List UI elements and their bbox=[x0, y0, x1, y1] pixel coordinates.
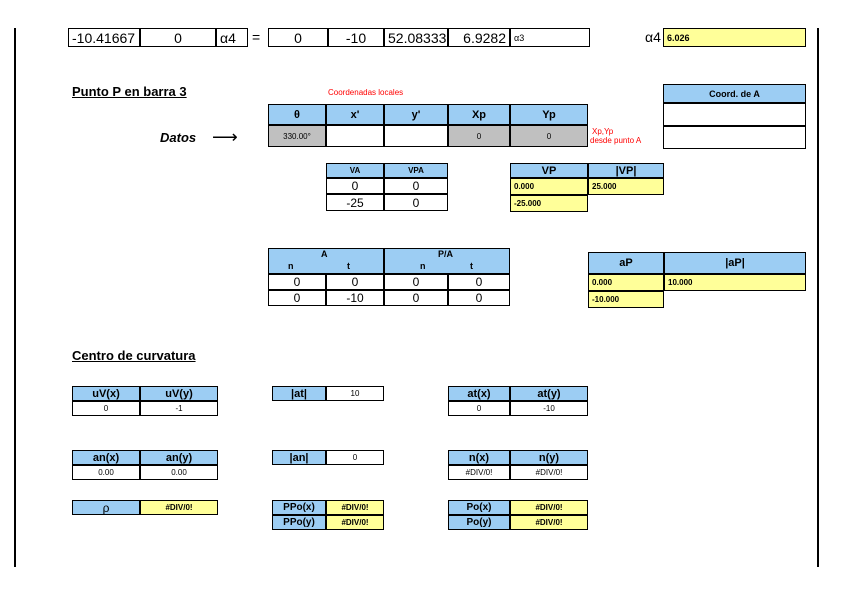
a-n-y[interactable]: 0 bbox=[268, 290, 326, 306]
ny-value[interactable]: #DIV/0! bbox=[510, 465, 588, 480]
a-t-x[interactable]: 0 bbox=[326, 274, 384, 290]
ppoy-value[interactable]: #DIV/0! bbox=[326, 515, 384, 530]
uvy-header: uV(y) bbox=[140, 386, 218, 401]
ap-x[interactable]: 0.000 bbox=[588, 274, 664, 291]
vpa-x[interactable]: 0 bbox=[384, 178, 448, 194]
equals-sign: = bbox=[252, 29, 261, 45]
atx-header: at(x) bbox=[448, 386, 510, 401]
a-t-label: t bbox=[347, 261, 350, 271]
xp-header: Xp bbox=[448, 104, 510, 125]
yprime-header: y' bbox=[384, 104, 448, 125]
top-cell-5[interactable]: -10 bbox=[328, 28, 384, 47]
top-cell-2[interactable]: 0 bbox=[140, 28, 216, 47]
vp-header: VP bbox=[510, 163, 588, 178]
xp-value[interactable]: 0 bbox=[448, 125, 510, 147]
coord-a-x[interactable] bbox=[663, 103, 806, 126]
anx-value[interactable]: 0.00 bbox=[72, 465, 140, 480]
aty-value[interactable]: -10 bbox=[510, 401, 588, 416]
left-border-line bbox=[14, 28, 16, 567]
ap-y[interactable]: -10.000 bbox=[588, 291, 664, 308]
ppoy-label: PPo(y) bbox=[272, 515, 326, 530]
va-header: VA bbox=[326, 163, 384, 178]
top-cell-7[interactable]: 6.9282 bbox=[448, 28, 510, 47]
ap-header: aP bbox=[588, 252, 664, 274]
datos-arrow-icon: ⟶ bbox=[212, 127, 238, 147]
pa-t-x[interactable]: 0 bbox=[448, 274, 510, 290]
xprime-header: x' bbox=[326, 104, 384, 125]
pa-n-label: n bbox=[420, 261, 426, 271]
a-header-label: A bbox=[321, 249, 328, 259]
a-n-label: n bbox=[288, 261, 294, 271]
yp-value[interactable]: 0 bbox=[510, 125, 588, 147]
ap-magnitude[interactable]: 10.000 bbox=[664, 274, 806, 291]
poy-value[interactable]: #DIV/0! bbox=[510, 515, 588, 530]
a-n-x[interactable]: 0 bbox=[268, 274, 326, 290]
xprime-value[interactable] bbox=[326, 125, 384, 147]
an-magnitude-value[interactable]: 0 bbox=[326, 450, 384, 465]
rho-label: ρ bbox=[72, 500, 140, 515]
centro-heading: Centro de curvatura bbox=[72, 348, 196, 363]
top-cell-4[interactable]: 0 bbox=[268, 28, 328, 47]
nx-header: n(x) bbox=[448, 450, 510, 465]
pa-n-y[interactable]: 0 bbox=[384, 290, 448, 306]
an-magnitude-label: |an| bbox=[272, 450, 326, 465]
xpyp-note-line2: desde punto A bbox=[590, 136, 642, 145]
atx-value[interactable]: 0 bbox=[448, 401, 510, 416]
vp-y[interactable]: -25.000 bbox=[510, 195, 588, 212]
coord-a-y[interactable] bbox=[663, 126, 806, 149]
any-header: an(y) bbox=[140, 450, 218, 465]
pox-value[interactable]: #DIV/0! bbox=[510, 500, 588, 515]
top-cell-1[interactable]: -10.41667 bbox=[68, 28, 140, 47]
top-cell-alpha3[interactable]: α3 bbox=[510, 28, 590, 47]
vpa-y[interactable]: 0 bbox=[384, 194, 448, 211]
va-x[interactable]: 0 bbox=[326, 178, 384, 194]
ap-magnitude-header: |aP| bbox=[664, 252, 806, 274]
uvx-header: uV(x) bbox=[72, 386, 140, 401]
yp-header: Yp bbox=[510, 104, 588, 125]
top-cell-alpha4[interactable]: α4 bbox=[216, 28, 248, 47]
vp-magnitude-header: |VP| bbox=[588, 163, 664, 178]
datos-label: Datos bbox=[160, 130, 197, 145]
right-border-line bbox=[817, 28, 819, 567]
at-magnitude-value[interactable]: 10 bbox=[326, 386, 384, 401]
xpyp-note-line1: Xp,Yp bbox=[592, 127, 614, 136]
aty-header: at(y) bbox=[510, 386, 588, 401]
ppox-label: PPo(x) bbox=[272, 500, 326, 515]
poy-label: Po(y) bbox=[448, 515, 510, 530]
alpha4-label: α4 bbox=[645, 29, 661, 45]
vpa-header: VPA bbox=[384, 163, 448, 178]
pa-n-x[interactable]: 0 bbox=[384, 274, 448, 290]
a-t-y[interactable]: -10 bbox=[326, 290, 384, 306]
ppox-value[interactable]: #DIV/0! bbox=[326, 500, 384, 515]
pa-t-label: t bbox=[470, 261, 473, 271]
pox-label: Po(x) bbox=[448, 500, 510, 515]
uvx-value[interactable]: 0 bbox=[72, 401, 140, 416]
theta-header: θ bbox=[268, 104, 326, 125]
alpha4-value[interactable]: 6.026 bbox=[663, 28, 806, 47]
nx-value[interactable]: #DIV/0! bbox=[448, 465, 510, 480]
top-cell-6[interactable]: 52.08333 bbox=[384, 28, 448, 47]
rho-value[interactable]: #DIV/0! bbox=[140, 500, 218, 515]
ny-header: n(y) bbox=[510, 450, 588, 465]
coord-a-header: Coord. de A bbox=[663, 84, 806, 103]
uvy-value[interactable]: -1 bbox=[140, 401, 218, 416]
punto-p-heading: Punto P en barra 3 bbox=[72, 84, 187, 99]
at-magnitude-label: |at| bbox=[272, 386, 326, 401]
local-coords-label: Coordenadas locales bbox=[328, 88, 404, 97]
vp-x[interactable]: 0.000 bbox=[510, 178, 588, 195]
vp-magnitude[interactable]: 25.000 bbox=[588, 178, 664, 195]
va-y[interactable]: -25 bbox=[326, 194, 384, 211]
theta-value[interactable]: 330.00° bbox=[268, 125, 326, 147]
pa-t-y[interactable]: 0 bbox=[448, 290, 510, 306]
yprime-value[interactable] bbox=[384, 125, 448, 147]
any-value[interactable]: 0.00 bbox=[140, 465, 218, 480]
pa-header-label: P/A bbox=[438, 249, 454, 259]
anx-header: an(x) bbox=[72, 450, 140, 465]
